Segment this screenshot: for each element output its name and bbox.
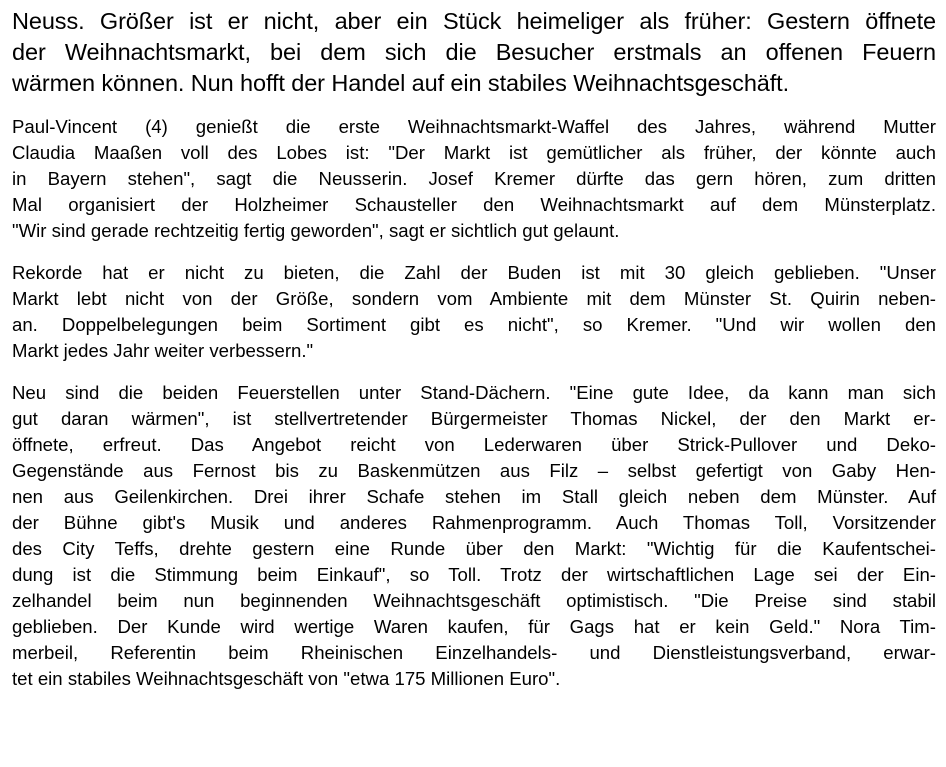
paragraph-line: öffnete, erfreut. Das Angebot reicht von Lederwaren über Strick-Pullover und Deko- (12, 434, 936, 455)
paragraph-line: Rekorde hat er nicht zu bieten, die Zahl der Buden ist mit 30 gleich geblieben. "Unser (12, 262, 936, 283)
lead-line: wärmen können. Nun hofft der Handel auf ein stabiles Weihnachtsgeschäft. (12, 70, 790, 96)
paragraph-line: Gegenstände aus Fernost bis zu Baskenmützen aus Filz – selbst gefertigt von Gaby Hen- (12, 460, 936, 481)
paragraph-line: nen aus Geilenkirchen. Drei ihrer Schafe stehen im Stall gleich neben dem Münster. Auf (12, 486, 936, 507)
paragraph-line: merbeil, Referentin beim Rheinischen Einzelhandels- und Dienstleistungsverband, erwar- (12, 642, 936, 663)
paragraph-line: "Wir sind gerade rechtzeitig fertig geworden", sagt er sichtlich gut gelaunt. (12, 220, 620, 241)
paragraph-line: in Bayern stehen", sagt die Neusserin. Josef Kremer dürfte das gern hören, zum dritten (12, 168, 936, 189)
paragraph-line: dung ist die Stimmung beim Einkauf", so Toll. Trotz der wirtschaftlichen Lage sei der Ein- (12, 564, 936, 585)
paragraph-line: Mal organisiert der Holzheimer Schausteller den Weihnachtsmarkt auf dem Münsterplatz. (12, 194, 936, 215)
paragraph-line: Markt lebt nicht von der Größe, sondern vom Ambiente mit dem Münster St. Quirin neben- (12, 288, 936, 309)
lead-line: der Weihnachtsmarkt, bei dem sich die Besucher erstmals an offenen Feuern (12, 39, 936, 65)
lead-line: Neuss. Größer ist er nicht, aber ein Stück heimeliger als früher: Gestern öffnete (12, 8, 936, 34)
paragraph-line: des City Teffs, drehte gestern eine Runde über den Markt: "Wichtig für die Kaufentschei- (12, 538, 936, 559)
article-paragraph-2 (12, 260, 936, 364)
article-paragraph-1 (12, 114, 936, 244)
paragraph-line: Claudia Maaßen voll des Lobes ist: "Der Markt ist gemütlicher als früher, der könnte auch (12, 142, 936, 163)
article-lead (12, 6, 936, 99)
paragraph-line: zelhandel beim nun beginnenden Weihnachtsgeschäft optimistisch. "Die Preise sind stabil (12, 590, 936, 611)
paragraph-line: Neu sind die beiden Feuerstellen unter Stand-Dächern. "Eine gute Idee, da kann man sich (12, 382, 936, 403)
paragraph-line: gut daran wärmen", ist stellvertretender Bürgermeister Thomas Nickel, der den Markt er- (12, 408, 936, 429)
paragraph-line: der Bühne gibt's Musik und anderes Rahmenprogramm. Auch Thomas Toll, Vorsitzender (12, 512, 936, 533)
paragraph-line: an. Doppelbelegungen beim Sortiment gibt es nicht", so Kremer. "Und wir wollen den (12, 314, 936, 335)
paragraph-line: Markt jedes Jahr weiter verbessern." (12, 340, 314, 361)
paragraph-line: geblieben. Der Kunde wird wertige Waren kaufen, für Gags hat er kein Geld." Nora Tim- (12, 616, 936, 637)
paragraph-line: Paul-Vincent (4) genießt die erste Weihnachtsmarkt-Waffel des Jahres, während Mutter (12, 116, 936, 137)
article-paragraph-3 (12, 380, 936, 692)
paragraph-line: tet ein stabiles Weihnachtsgeschäft von "etwa 175 Millionen Euro". (12, 668, 561, 689)
